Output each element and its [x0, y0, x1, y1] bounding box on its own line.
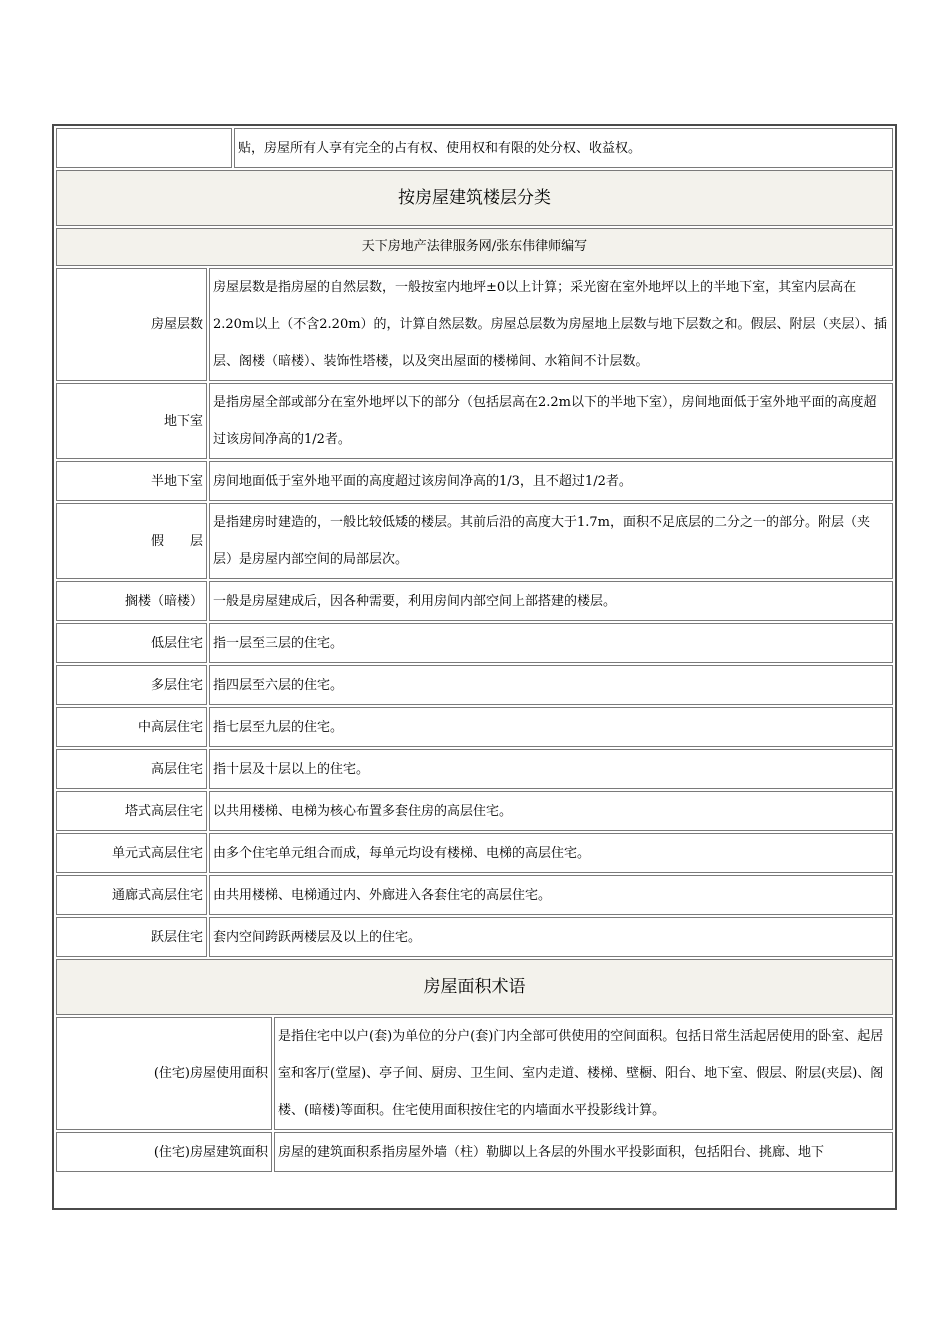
row-label: 塔式高层住宅 — [56, 791, 207, 831]
row-text: 房屋层数是指房屋的自然层数，一般按室内地坪±0以上计算；采光窗在室外地坪以上的半地下室，其室内层高在2.20m以上（不含2.20m）的，计算自然层数。房屋总层数为房屋地上层数与地下层数之和。假层、附层（夹层）、插层、阁楼（暗楼）、装饰性塔楼，以及突出屋面的楼梯间、水箱间不计层数。 — [209, 268, 893, 381]
row-text: 指四层至六层的住宅。 — [209, 665, 893, 705]
row-label: 假 层 — [56, 503, 207, 579]
table-row — [56, 875, 893, 915]
table-row — [56, 749, 893, 789]
table-row — [56, 503, 893, 579]
document-table-frame — [52, 124, 897, 1210]
row-label: 低层住宅 — [56, 623, 207, 663]
row-label — [56, 128, 232, 168]
row-label: 多层住宅 — [56, 665, 207, 705]
row-text: 套内空间跨跃两楼层及以上的住宅。 — [209, 917, 893, 957]
section-title: 房屋面积术语 — [56, 959, 893, 1015]
section-header-row — [56, 959, 893, 1015]
table-row — [56, 268, 893, 381]
row-label: 搁楼（暗楼） — [56, 581, 207, 621]
row-text: 一般是房屋建成后，因各种需要，利用房间内部空间上部搭建的楼层。 — [209, 581, 893, 621]
row-label: (住宅)房屋建筑面积 — [56, 1132, 272, 1172]
table-row — [56, 128, 893, 168]
table-row — [56, 1132, 893, 1172]
table-row — [56, 665, 893, 705]
row-label: 跃层住宅 — [56, 917, 207, 957]
row-label: 高层住宅 — [56, 749, 207, 789]
row-text: 是指住宅中以户(套)为单位的分户(套)门内全部可供使用的空间面积。包括日常生活起居使用的卧室、起居室和客厅(堂屋)、亭子间、厨房、卫生间、室内走道、楼梯、壁橱、阳台、地下室、假层、附层(夹层)、阁楼、(暗楼)等面积。住宅使用面积按住宅的内墙面水平投影线计算。 — [274, 1017, 893, 1130]
table-row — [56, 461, 893, 501]
table-row — [56, 707, 893, 747]
row-text: 房间地面低于室外地平面的高度超过该房间净高的1/3，且不超过1/2者。 — [209, 461, 893, 501]
row-text: 是指房屋全部或部分在室外地坪以下的部分（包括层高在2.2m以下的半地下室），房间地面低于室外地平面的高度超过该房间净高的1/2者。 — [209, 383, 893, 459]
section-subtitle-row — [56, 228, 893, 266]
section-title: 按房屋建筑楼层分类 — [56, 170, 893, 226]
row-label: 单元式高层住宅 — [56, 833, 207, 873]
table-row — [56, 917, 893, 957]
row-text: 由多个住宅单元组合而成，每单元均设有楼梯、电梯的高层住宅。 — [209, 833, 893, 873]
table-row — [56, 1017, 893, 1130]
row-text: 以共用楼梯、电梯为核心布置多套住房的高层住宅。 — [209, 791, 893, 831]
row-text: 贴，房屋所有人享有完全的占有权、使用权和有限的处分权、收益权。 — [234, 128, 893, 168]
row-label: 半地下室 — [56, 461, 207, 501]
floor-classification-table — [54, 266, 895, 959]
row-text: 房屋的建筑面积系指房屋外墙（柱）勒脚以上各层的外围水平投影面积，包括阳台、挑廊、地下 — [274, 1132, 893, 1172]
area-terms-table — [54, 957, 895, 1174]
row-label: 通廊式高层住宅 — [56, 875, 207, 915]
row-label: 地下室 — [56, 383, 207, 459]
section-subtitle: 天下房地产法律服务网/张东伟律师编写 — [56, 228, 893, 266]
row-label: 房屋层数 — [56, 268, 207, 381]
table-row — [56, 581, 893, 621]
row-text: 是指建房时建造的，一般比较低矮的楼层。其前后沿的高度大于1.7m，面积不足底层的二分之一的部分。附层（夹层）是房屋内部空间的局部层次。 — [209, 503, 893, 579]
row-text: 指一层至三层的住宅。 — [209, 623, 893, 663]
section-header-row — [56, 170, 893, 226]
row-text: 由共用楼梯、电梯通过内、外廊进入各套住宅的高层住宅。 — [209, 875, 893, 915]
row-label: (住宅)房屋使用面积 — [56, 1017, 272, 1130]
row-label: 中高层住宅 — [56, 707, 207, 747]
top-table — [54, 126, 895, 268]
table-row — [56, 791, 893, 831]
table-row — [56, 383, 893, 459]
row-text: 指七层至九层的住宅。 — [209, 707, 893, 747]
table-row — [56, 623, 893, 663]
row-text: 指十层及十层以上的住宅。 — [209, 749, 893, 789]
table-row — [56, 833, 893, 873]
